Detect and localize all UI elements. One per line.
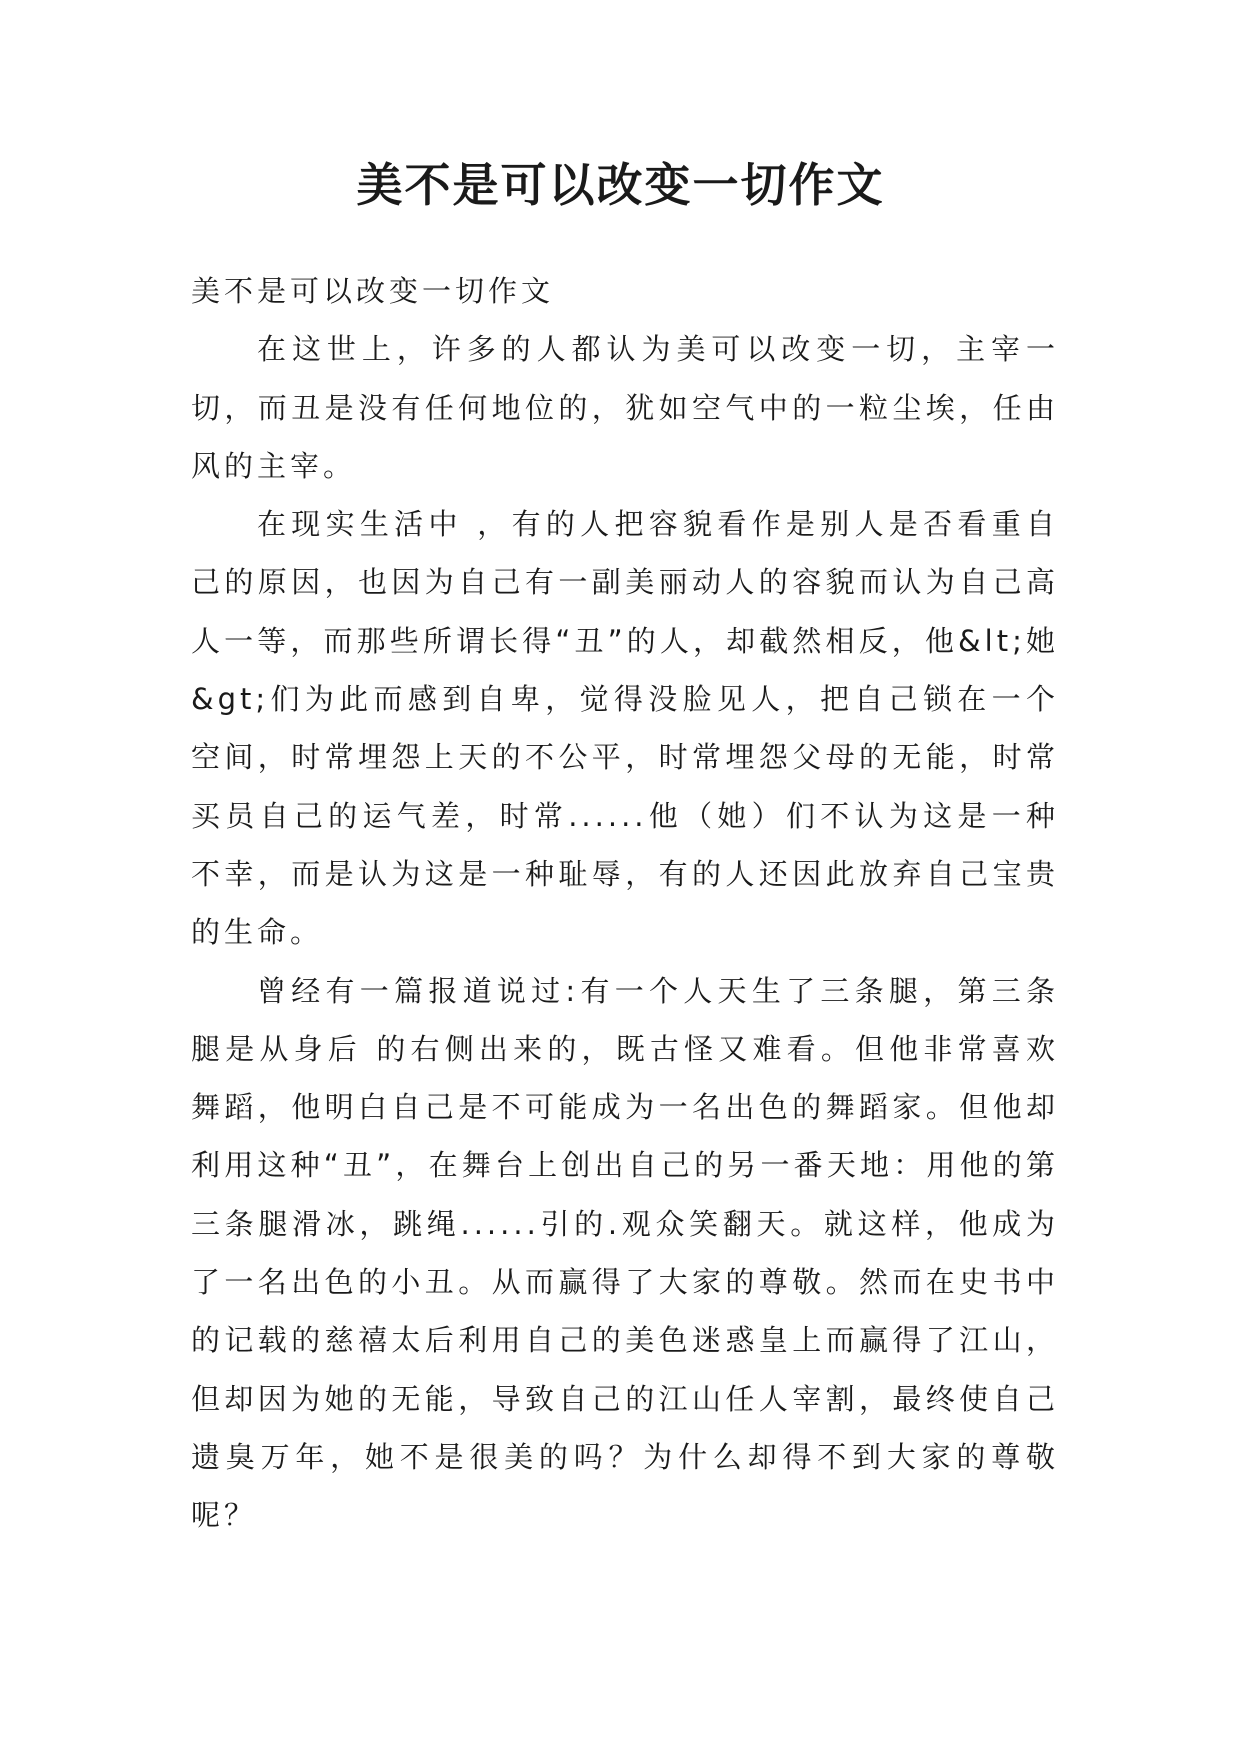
paragraph-1: 在这世上，许多的人都认为美可以改变一切，主宰一切，而丑是没有任何地位的，犹如空气中的一粒尘埃，任由风的主宰。: [191, 332, 1059, 483]
document-title: 美不是可以改变一切作文: [356, 158, 885, 212]
paragraph-3: 曾经有一篇报道说过:有一个人天生了三条腿，第三条腿是从身后 的右侧出来的，既古怪又难看。但他非常喜欢舞蹈，他明白自己是不可能成为一名出色的舞蹈家。但他却利用这种“丑”，在舞台上创出自己的另一番天地：用他的第三条腿滑冰，跳绳......引的.观众笑翻天。就这样，他成为了一名出色的小丑。从而赢得了大家的尊敬。然而在史书中的记载的慈禧太后利用自己的美色迷惑皇上而赢得了江山，但却因为她的无能，导致自己的江山任人宰割，最终使自己遗臭万年，她不是很美的吗？为什么却得不到大家的尊敬呢？: [191, 973, 1059, 1533]
subtitle-line: 美不是可以改变一切作文: [191, 274, 555, 308]
paragraph-2: 在现实生活中 ，有的人把容貌看作是别人是否看重自己的原因，也因为自己有一副美丽动人的容貌而认为自己高人一等，而那些所谓长得“丑”的人，却截然相反，他&lt;她&gt;们为此而感到自卑，觉得没脸见人，把自己锁在一个空间，时常埋怨上天的不公平，时常埋怨父母的无能，时常买员自己的运气差，时常......他（她）们不认为这是一种不幸，而是认为这是一种耻辱，有的人还因此放弃自己宝贵的生命。: [191, 507, 1059, 950]
document-body: [191, 262, 1059, 1545]
